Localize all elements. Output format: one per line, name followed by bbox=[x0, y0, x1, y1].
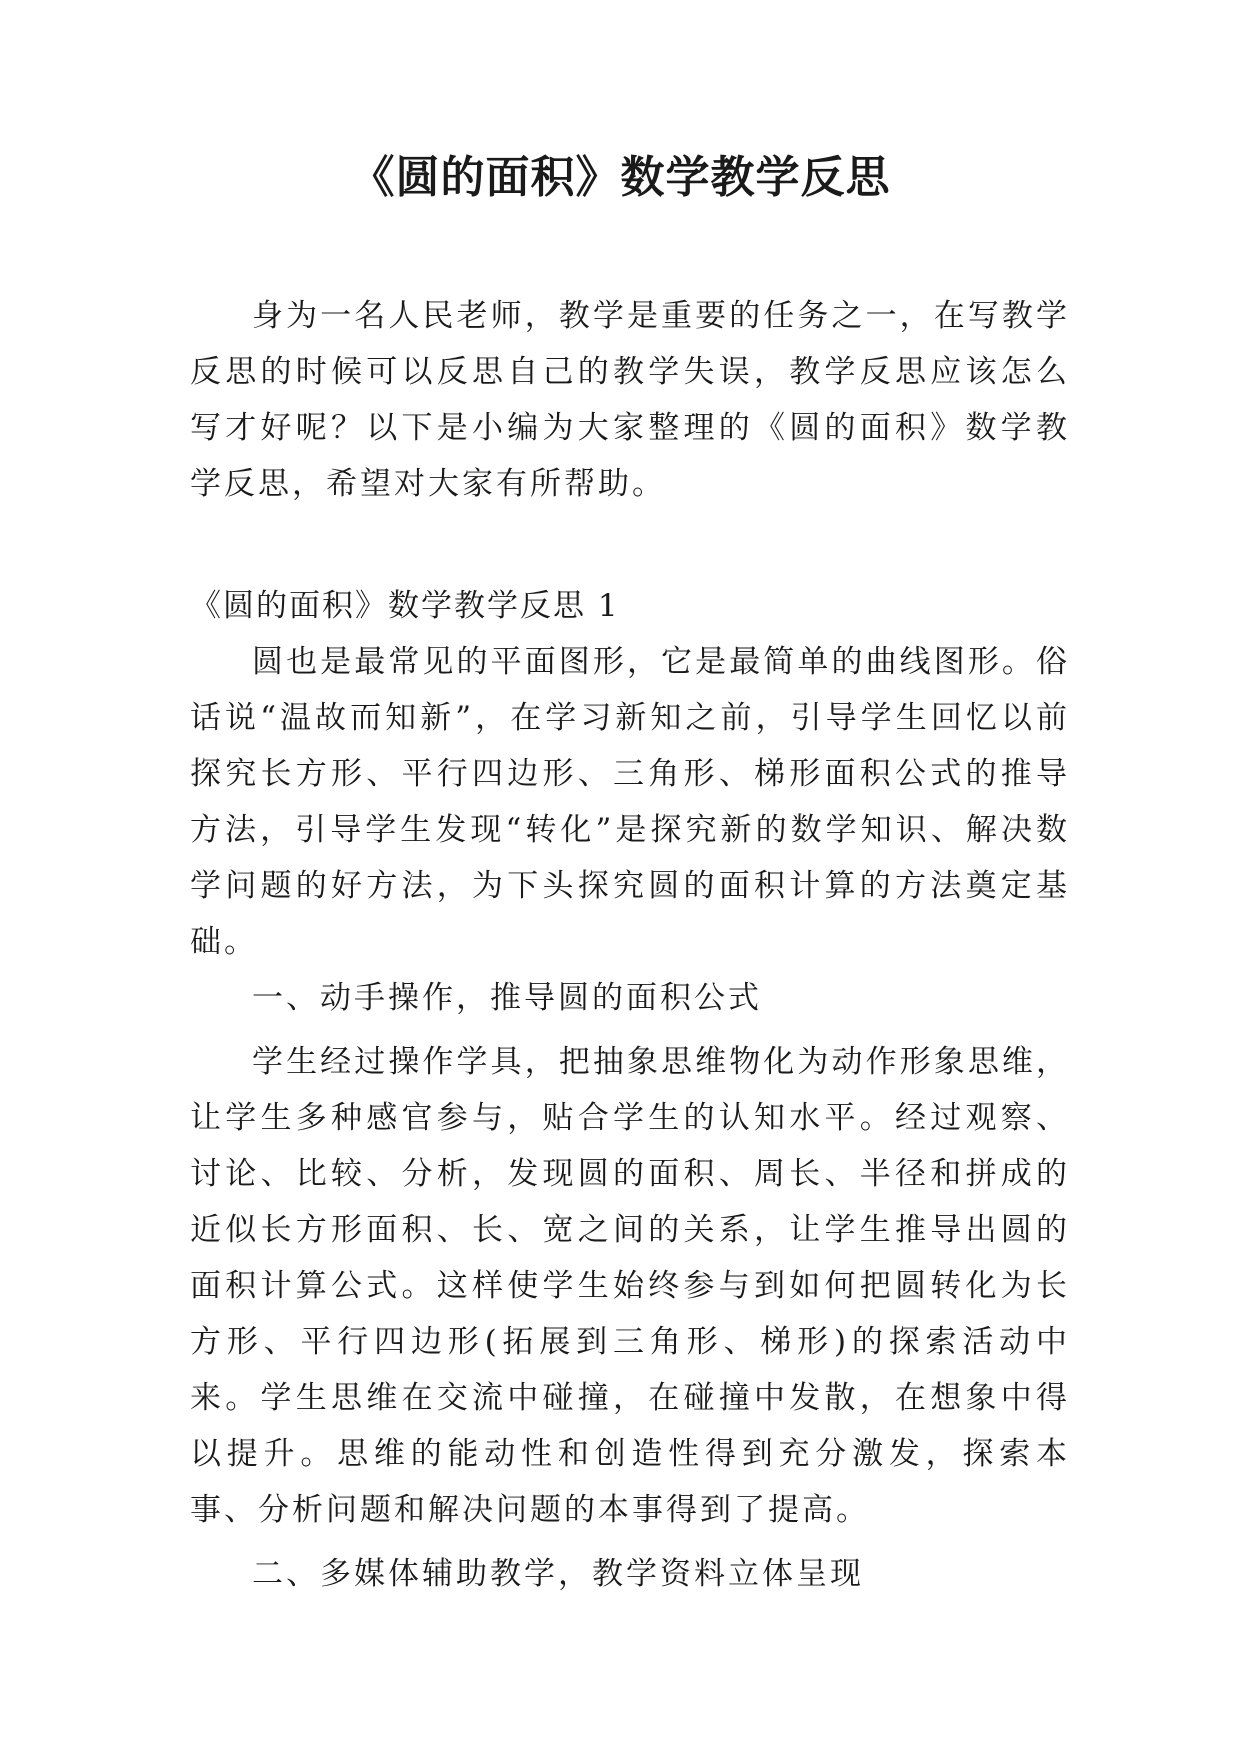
document-body bbox=[190, 288, 1070, 1602]
subheading: 一、动手操作，推导圆的面积公式 bbox=[252, 980, 762, 1016]
section-spacer bbox=[190, 512, 1070, 578]
subheading: 二、多媒体辅助教学，教学资料立体呈现 bbox=[252, 1556, 864, 1592]
paragraph-spacer bbox=[190, 1538, 1070, 1546]
body-paragraph: 圆也是最常见的平面图形，它是最简单的曲线图形。俗话说“温故而知新”，在学习新知之前，引导学生回忆以前探究长方形、平行四边形、三角形、梯形面积公式的推导方法，引导学生发现“转化”是探究新的数学知识、解决数学问题的好方法，为下头探究圆的面积计算的方法奠定基础。 bbox=[190, 644, 1070, 960]
paragraph-spacer bbox=[190, 1026, 1070, 1034]
intro-paragraph: 身为一名人民老师，教学是重要的任务之一，在写教学反思的时候可以反思自己的教学失误，教学反思应该怎么写才好呢？以下是小编为大家整理的《圆的面积》数学教学反思，希望对大家有所帮助。 bbox=[190, 298, 1070, 502]
body-paragraph: 学生经过操作学具，把抽象思维物化为动作形象思维，让学生多种感官参与，贴合学生的认知水平。经过观察、讨论、比较、分析，发现圆的面积、周长、半径和拼成的近似长方形面积、长、宽之间的关系，让学生推导出圆的面积计算公式。这样使学生始终参与到如何把圆转化为长方形、平行四边形(拓展到三角形、梯形)的探索活动中来。学生思维在交流中碰撞，在碰撞中发散，在想象中得以提升。思维的能动性和创造性得到充分激发，探索本事、分析问题和解决问题的本事得到了提高。 bbox=[190, 1044, 1070, 1528]
document-title: 《圆的面积》数学教学反思 bbox=[350, 152, 891, 203]
section-heading: 《圆的面积》数学教学反思 1 bbox=[190, 588, 620, 624]
